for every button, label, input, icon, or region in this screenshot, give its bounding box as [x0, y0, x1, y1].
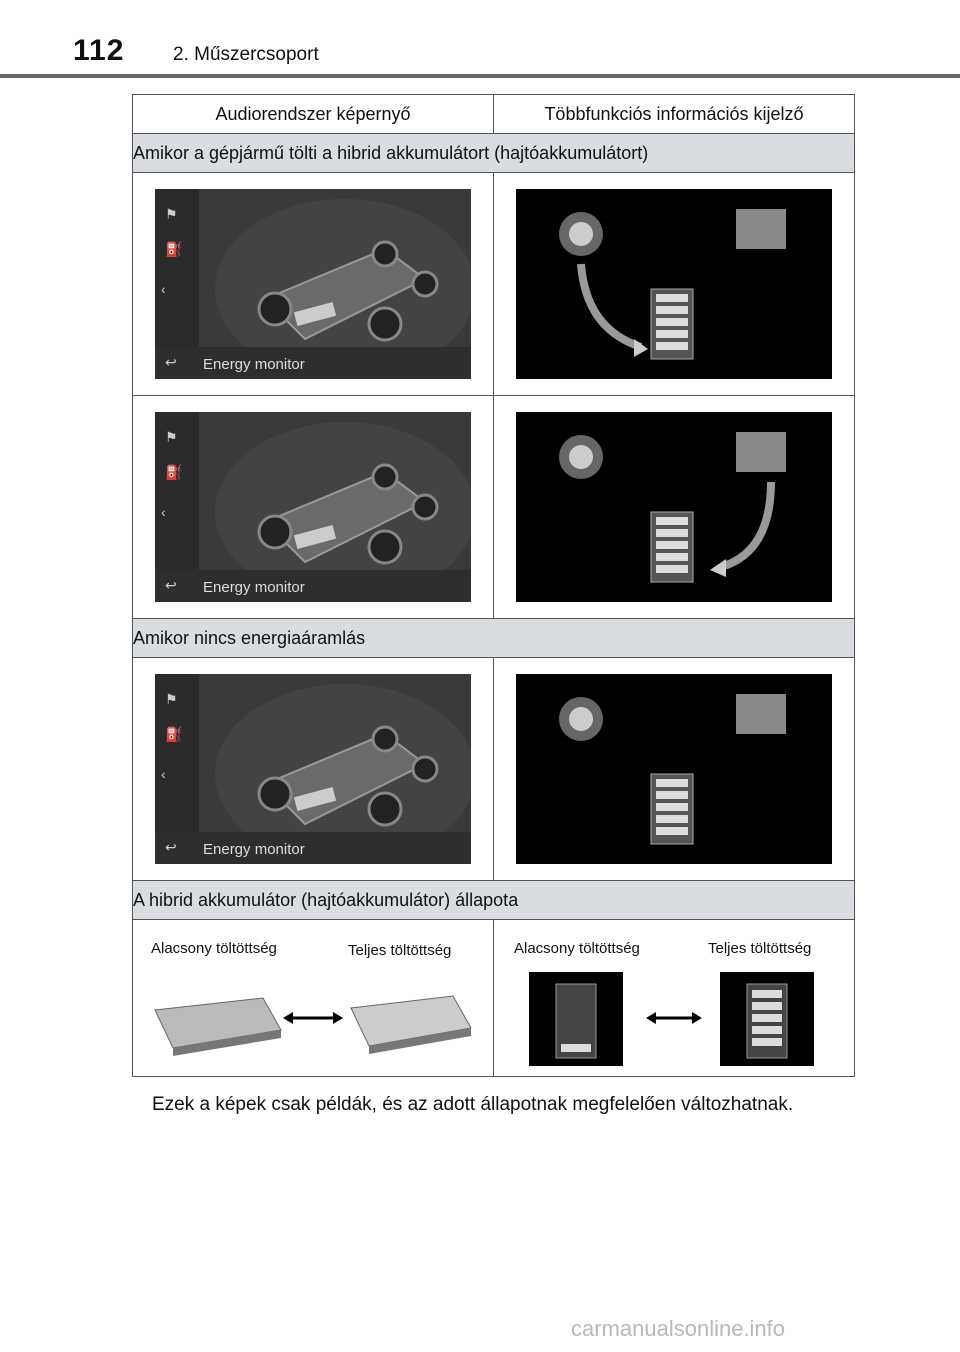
- battery-state-row: [133, 920, 855, 1077]
- flag-icon: ⚑: [165, 429, 178, 445]
- energy-monitor-label: Energy monitor: [203, 356, 305, 373]
- full-charge-label: Teljes töltöttség: [348, 942, 452, 959]
- fuel-icon: ⛽: [165, 726, 183, 742]
- battery-full-icon: [351, 996, 471, 1054]
- fuel-icon: ⛽: [165, 464, 183, 480]
- flag-icon: ⚑: [165, 691, 178, 707]
- mid-display-wheel-to-battery: [516, 189, 832, 379]
- section-charging: Amikor a gépjármű tölti a hibrid akkumulátort (hajtóakkumulátort): [133, 134, 855, 173]
- battery-icon: [651, 289, 693, 359]
- image-row: [133, 173, 855, 396]
- mid-display-engine-to-battery: [516, 412, 832, 602]
- low-charge-label: Alacsony töltöttség: [151, 940, 277, 957]
- section-no-flow: Amikor nincs energiaáramlás: [133, 619, 855, 658]
- figure-caption: Ezek a képek csak példák, és az adott állapotnak megfelelően változhatnak.: [152, 1094, 794, 1115]
- section-battery-state: A hibrid akkumulátor (hajtóakkumulátor) állapota: [133, 881, 855, 920]
- flag-icon: ⚑: [165, 206, 178, 222]
- audio-energy-monitor-screen: [155, 674, 471, 864]
- engine-icon: [736, 432, 786, 472]
- double-arrow-icon: [283, 1012, 343, 1024]
- double-arrow-icon: [646, 1012, 702, 1024]
- wheel-icon: [559, 212, 603, 256]
- wheel-icon: [559, 697, 603, 741]
- chevron-left-icon: ‹: [161, 766, 166, 782]
- wheel-icon: [559, 435, 603, 479]
- engine-icon: [736, 209, 786, 249]
- fuel-icon: ⛽: [165, 241, 183, 257]
- energy-monitor-label: Energy monitor: [203, 841, 305, 858]
- full-charge-label: Teljes töltöttség: [708, 940, 812, 957]
- header-rule: [0, 74, 960, 78]
- battery-full-icon: [720, 972, 814, 1066]
- audio-energy-monitor-screen: [155, 412, 471, 602]
- col-header-audio: Audiorendszer képernyő: [133, 95, 494, 134]
- back-icon: ↩: [165, 839, 177, 855]
- low-charge-label: Alacsony töltöttség: [514, 940, 640, 957]
- back-icon: ↩: [165, 577, 177, 593]
- section-row: [133, 881, 855, 920]
- section-title: 2. Műszercsoport: [173, 44, 319, 65]
- chevron-left-icon: ‹: [161, 504, 166, 520]
- footer-watermark[interactable]: carmanualsonline.info: [571, 1316, 786, 1341]
- mid-display-no-flow: [516, 674, 832, 864]
- section-row: [133, 134, 855, 173]
- audio-energy-monitor-screen: [155, 189, 471, 379]
- image-row: [133, 658, 855, 881]
- table-header-row: [133, 95, 855, 134]
- battery-low-icon: [155, 998, 281, 1056]
- col-header-multi: Többfunkciós információs kijelző: [494, 95, 855, 134]
- back-icon: ↩: [165, 354, 177, 370]
- energy-monitor-table: [132, 94, 855, 1077]
- image-row: [133, 396, 855, 619]
- page-number: 112: [73, 34, 125, 67]
- battery-icon: [651, 774, 693, 844]
- chevron-left-icon: ‹: [161, 281, 166, 297]
- section-row: [133, 619, 855, 658]
- energy-monitor-label: Energy monitor: [203, 579, 305, 596]
- battery-low-icon: [529, 972, 623, 1066]
- battery-icon: [651, 512, 693, 582]
- page-header: [0, 0, 960, 80]
- engine-icon: [736, 694, 786, 734]
